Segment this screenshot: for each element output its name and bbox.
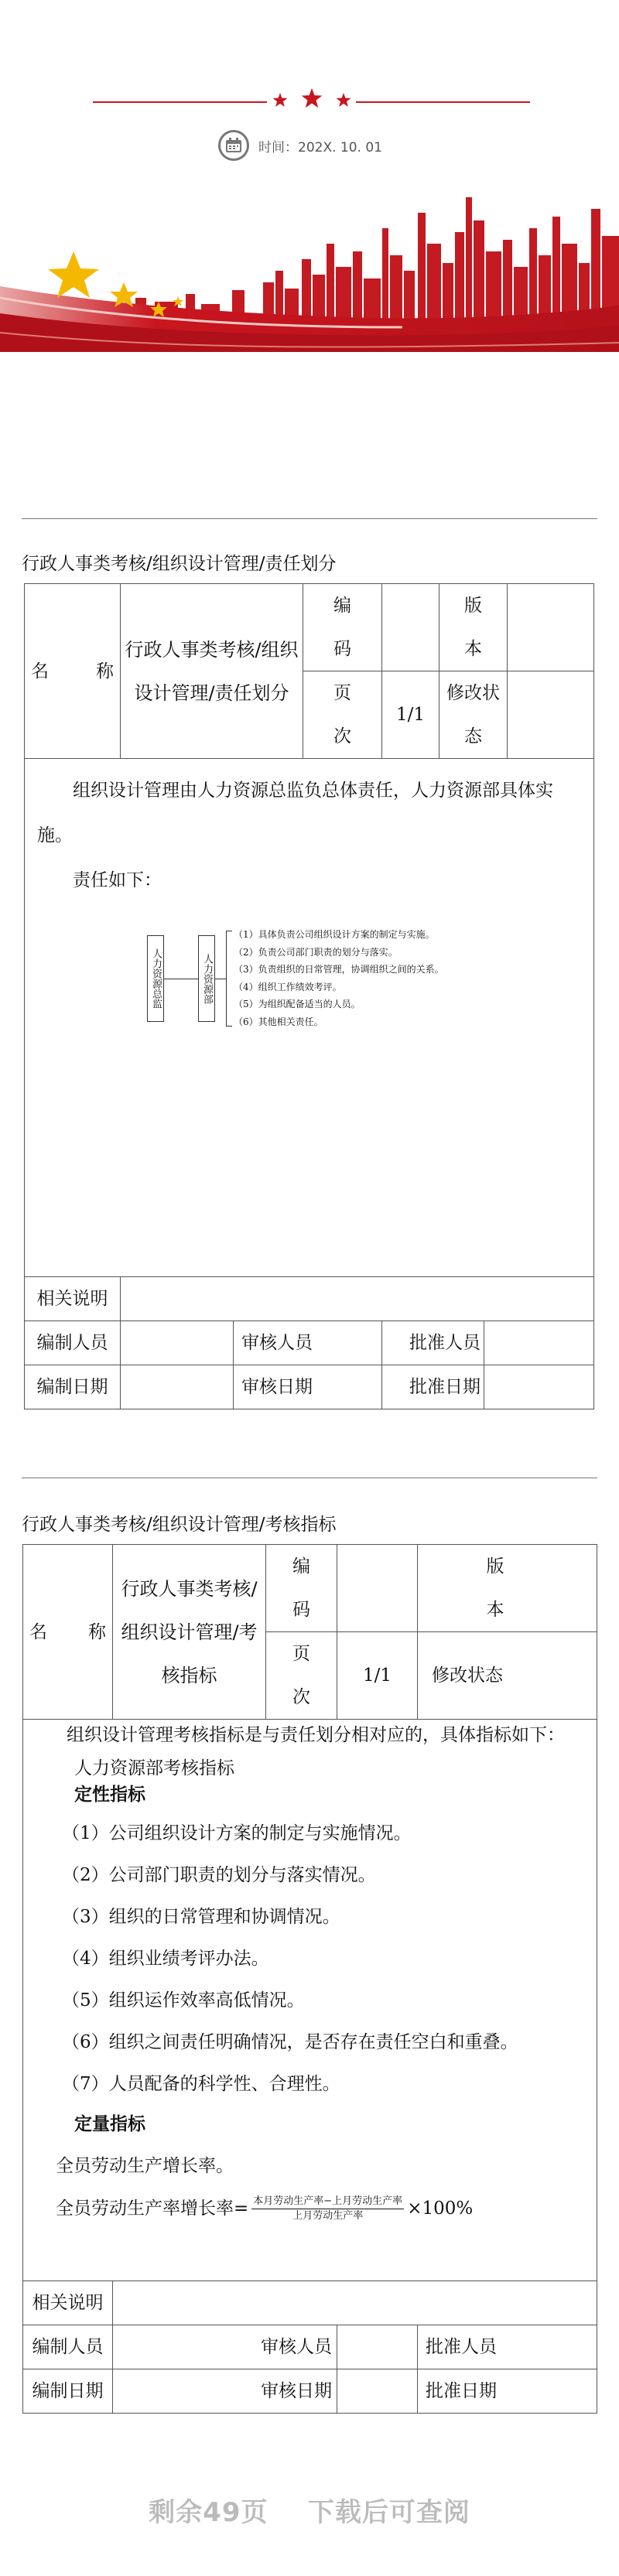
list-item: （2）公司部门职责的划分与落实情况。 [62,1865,376,1885]
section1-body [25,759,594,1277]
diagram-director-box: 人力资源总监 [147,935,164,1022]
doc-title-cell: 行政人事类考核/组织设计管理/责任划分 [121,584,303,759]
list-item: （5）组织运作效率高低情况。 [62,1990,305,2011]
section1-heading: 行政人事类考核/组织设计管理/责任划分 [22,554,337,574]
date-text: 时间：202X. 10. 01 [258,139,382,155]
section2-heading: 行政人事类考核/组织设计管理/考核指标 [22,1515,337,1535]
note-label-cell: 相关说明 [23,2281,113,2325]
reviewer-value-cell [337,2325,418,2369]
formula-denominator: 上月劳动生产率 [292,2209,364,2222]
formula-numerator: 本月劳动生产率−上月劳动生产率 [251,2195,404,2209]
compile-date-label-cell: 编制日期 [25,1365,121,1409]
diagram-item: （2）负责公司部门职责的划分与落实。 [234,946,398,958]
subheading: 人力资源部考核指标 [74,1758,234,1778]
section2-body [23,1720,597,2281]
compiler-value-cell [113,2325,337,2369]
code-value-cell [382,584,439,671]
review-date-value-cell [337,2369,418,2414]
city-skyline-banner [0,197,619,352]
compiler-label-cell: 编制人员 [23,2325,113,2369]
diagram-item: （3）负责组织的日常管理，协调组织之间的关系。 [234,964,444,975]
page-label-cell: 页次 [303,671,382,759]
header-date [218,130,382,161]
formula-suffix: ×100% [407,2198,474,2219]
body-paragraph-1: 组织设计管理由人力资源总监负总体责任，人力资源部具体实施。 [37,781,553,846]
approver-value-cell [484,1321,594,1365]
list-item: （6）组织之间责任明确情况，是否存在责任空白和重叠。 [62,2032,518,2052]
qualitative-heading: 定性指标 [74,1785,145,1805]
approver-label-cell: 批准人员 [382,1321,484,1365]
page-value-cell: 1/1 [382,671,439,759]
version-label-cell: 版本 [418,1545,597,1632]
list-item: （1）公司组织设计方案的制定与实施情况。 [62,1823,412,1843]
diagram-item: （6）其他相关责任。 [234,1016,323,1027]
header-rule-left [93,101,267,103]
compile-date-value-cell [121,1365,234,1409]
diagram-items [234,926,444,1030]
version-value-cell [508,584,594,671]
approve-date-value-cell [484,1365,594,1409]
formula-fraction [251,2195,404,2223]
quantitative-item: 全员劳动生产增长率。 [56,2156,234,2176]
reviewer-label-cell: 审核人员 [234,1321,382,1365]
header-stars-icon [269,87,354,114]
header-rule-right [356,101,530,103]
approve-date-label-cell: 批准日期 [418,2369,597,2414]
revision-label-cell: 修改状态 [439,671,508,759]
version-label-cell: 版本 [439,584,508,671]
compile-date-label-cell: 编制日期 [23,2369,113,2414]
compiler-value-cell [121,1321,234,1365]
review-date-label: 审核日期 [261,2381,332,2401]
section2-table [22,1544,597,2414]
name-label-cell: 名 称 [23,1545,113,1720]
quantitative-heading: 定量指标 [74,2114,145,2134]
body-paragraph-2: 责任如下： [73,870,162,890]
reviewer-label: 审核人员 [261,2337,332,2357]
doc-title-cell: 行政人事类考核/组织设计管理/考核指标 [113,1545,266,1720]
calendar-icon [218,130,249,161]
diagram-item: （1）具体负责公司组织设计方案的制定与实施。 [234,929,435,940]
section1-divider [22,518,597,519]
remaining-pages-notice[interactable]: 剩余49页 下载后可查阅 [149,2497,470,2528]
code-value-cell [337,1545,418,1632]
list-item: （3）组织的日常管理和协调情况。 [62,1907,340,1927]
diagram-bracket [226,931,232,1027]
page-value-cell: 1/1 [337,1632,418,1720]
growth-formula [23,2185,597,2230]
qualitative-list [23,1808,597,2105]
section1-table [24,583,594,1409]
code-label-cell: 编码 [303,584,382,671]
code-label-cell: 编码 [266,1545,337,1632]
responsibility-diagram [147,921,549,1037]
note-value-cell [113,2281,597,2325]
approve-date-label-cell: 批准日期 [382,1365,484,1409]
list-item: （7）人员配备的科学性、合理性。 [62,2074,340,2094]
review-date-label-cell: 审核日期 [234,1365,382,1409]
body-intro: 组织设计管理考核指标是与责任划分相对应的，具体指标如下： [67,1725,565,1745]
list-item: （4）组织业绩考评办法。 [62,1949,269,1969]
revision-value-cell [508,671,594,759]
revision-label-cell: 修改状态 [418,1632,597,1720]
approver-label-cell: 批准人员 [418,2325,597,2369]
diagram-department-box: 人力资源部 [198,935,215,1022]
note-label-cell: 相关说明 [25,1277,121,1321]
compiler-label-cell: 编制人员 [25,1321,121,1365]
page-label-cell: 页次 [266,1632,337,1720]
name-label-cell: 名 称 [25,584,121,759]
formula-prefix: 全员劳动生产率增长率= [56,2198,249,2219]
note-value-cell [121,1277,594,1321]
diagram-item: （5）为组织配备适当的人员。 [234,999,361,1010]
diagram-item: （4）组织工作绩效考评。 [234,981,342,992]
compile-date-value-cell [113,2369,337,2414]
